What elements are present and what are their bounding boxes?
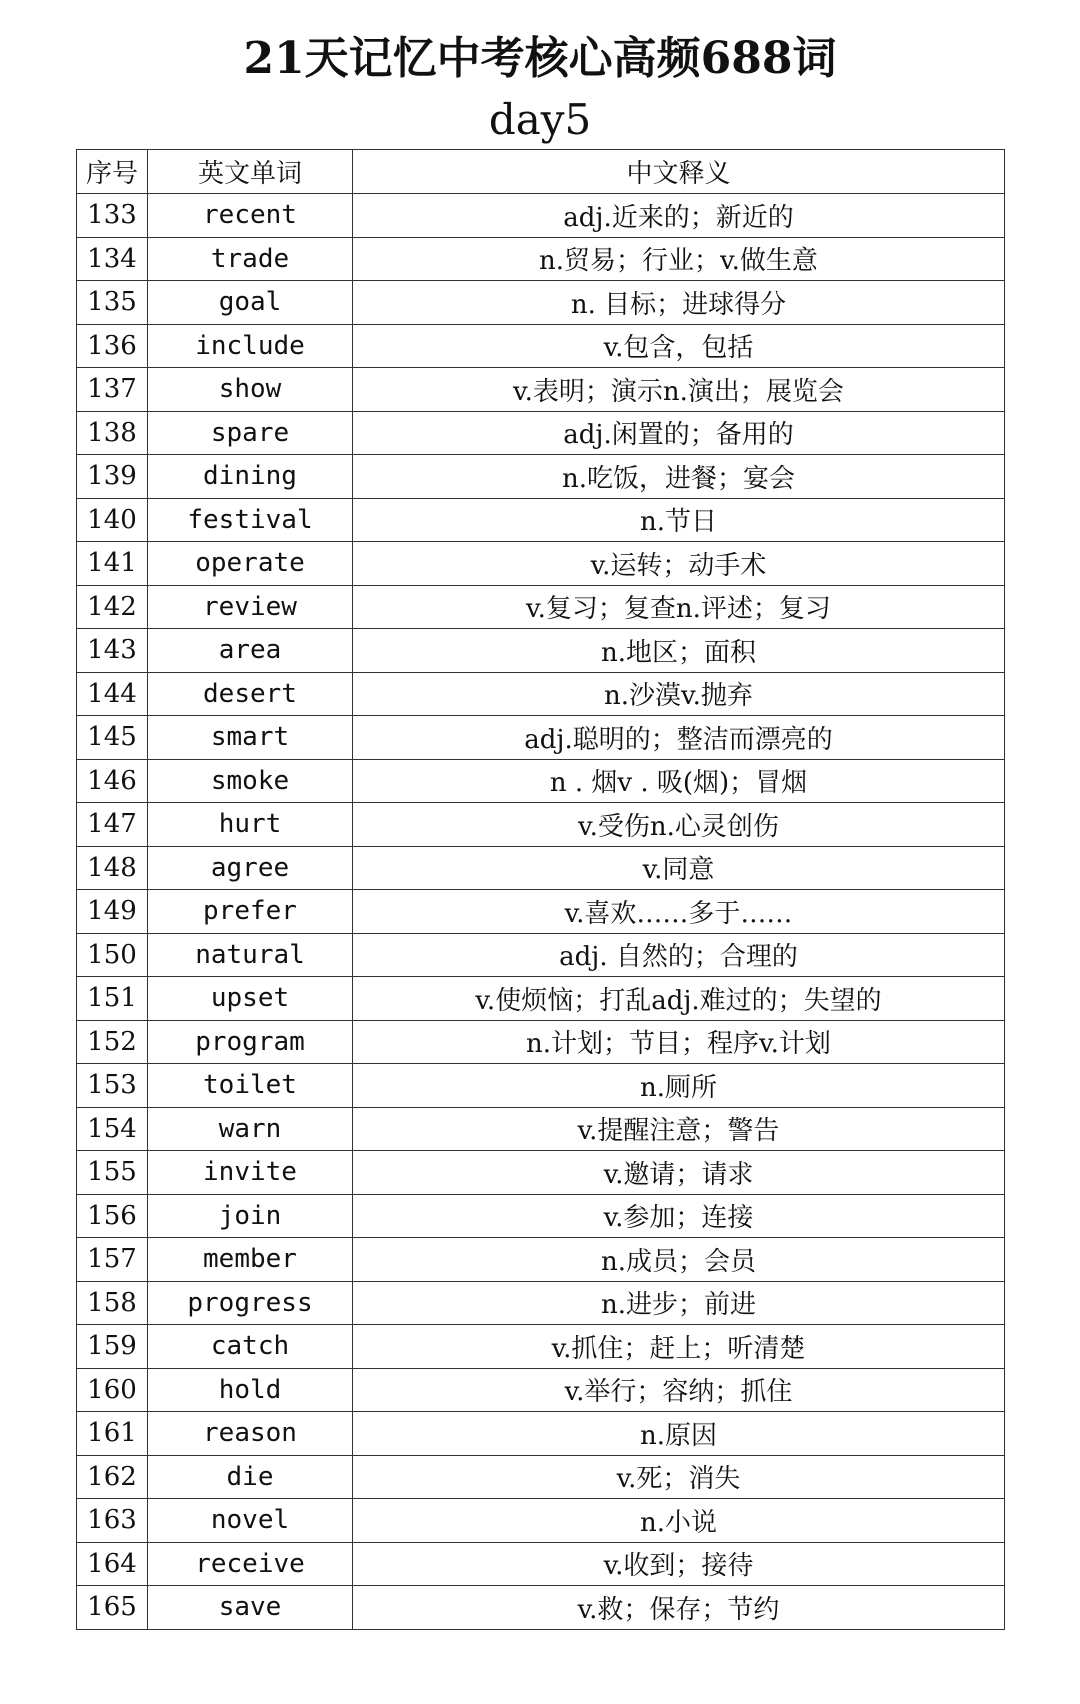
table-row — [77, 1325, 1005, 1369]
english-word: area — [148, 629, 353, 673]
table-row — [77, 803, 1005, 847]
chinese-definition: adj.近来的；新近的 — [353, 194, 1005, 238]
table-row — [77, 1455, 1005, 1499]
row-number: 133 — [77, 194, 148, 238]
table-row — [77, 1107, 1005, 1151]
english-word: smoke — [148, 759, 353, 803]
english-word: save — [148, 1586, 353, 1630]
table-row — [77, 1542, 1005, 1586]
row-number: 153 — [77, 1064, 148, 1108]
header-chinese-definition: 中文释义 — [353, 150, 1005, 194]
english-word: agree — [148, 846, 353, 890]
english-word: goal — [148, 281, 353, 325]
english-word: catch — [148, 1325, 353, 1369]
chinese-definition: n.小说 — [353, 1499, 1005, 1543]
chinese-definition: n.地区；面积 — [353, 629, 1005, 673]
row-number: 142 — [77, 585, 148, 629]
table-header-row — [77, 150, 1005, 194]
row-number: 161 — [77, 1412, 148, 1456]
english-word: desert — [148, 672, 353, 716]
row-number: 154 — [77, 1107, 148, 1151]
table-row — [77, 846, 1005, 890]
row-number: 165 — [77, 1586, 148, 1630]
english-word: join — [148, 1194, 353, 1238]
row-number: 140 — [77, 498, 148, 542]
chinese-definition: n. 目标；进球得分 — [353, 281, 1005, 325]
chinese-definition: n.节日 — [353, 498, 1005, 542]
table-row — [77, 1194, 1005, 1238]
row-number: 141 — [77, 542, 148, 586]
table-body — [77, 194, 1005, 1630]
row-number: 156 — [77, 1194, 148, 1238]
table-row — [77, 672, 1005, 716]
table-row — [77, 237, 1005, 281]
chinese-definition: adj. 自然的；合理的 — [353, 933, 1005, 977]
table-row — [77, 1368, 1005, 1412]
chinese-definition: n.成员；会员 — [353, 1238, 1005, 1282]
table-row — [77, 455, 1005, 499]
row-number: 144 — [77, 672, 148, 716]
english-word: program — [148, 1020, 353, 1064]
english-word: spare — [148, 411, 353, 455]
page-subtitle: day5 — [488, 95, 592, 144]
page-title: 21天记忆中考核心高频688词 — [243, 33, 837, 84]
english-word: upset — [148, 977, 353, 1021]
table-row — [77, 1064, 1005, 1108]
row-number: 149 — [77, 890, 148, 934]
table-row — [77, 498, 1005, 542]
chinese-definition: v.死；消失 — [353, 1455, 1005, 1499]
row-number: 159 — [77, 1325, 148, 1369]
row-number: 158 — [77, 1281, 148, 1325]
row-number: 160 — [77, 1368, 148, 1412]
chinese-definition: n.进步；前进 — [353, 1281, 1005, 1325]
chinese-definition: v.表明；演示n.演出；展览会 — [353, 368, 1005, 412]
chinese-definition: v.运转；动手术 — [353, 542, 1005, 586]
row-number: 152 — [77, 1020, 148, 1064]
table-row — [77, 1281, 1005, 1325]
table-row — [77, 977, 1005, 1021]
row-number: 148 — [77, 846, 148, 890]
row-number: 134 — [77, 237, 148, 281]
english-word: member — [148, 1238, 353, 1282]
table-row — [77, 585, 1005, 629]
row-number: 145 — [77, 716, 148, 760]
table-row — [77, 324, 1005, 368]
row-number: 135 — [77, 281, 148, 325]
chinese-definition: v.举行；容纳；抓住 — [353, 1368, 1005, 1412]
row-number: 164 — [77, 1542, 148, 1586]
english-word: hold — [148, 1368, 353, 1412]
table-row — [77, 1412, 1005, 1456]
row-number: 137 — [77, 368, 148, 412]
row-number: 143 — [77, 629, 148, 673]
chinese-definition: n.贸易；行业；v.做生意 — [353, 237, 1005, 281]
table-row — [77, 411, 1005, 455]
english-word: toilet — [148, 1064, 353, 1108]
chinese-definition: v.包含，包括 — [353, 324, 1005, 368]
english-word: die — [148, 1455, 353, 1499]
table-row — [77, 890, 1005, 934]
english-word: warn — [148, 1107, 353, 1151]
row-number: 157 — [77, 1238, 148, 1282]
chinese-definition: n . 烟v . 吸(烟)；冒烟 — [353, 759, 1005, 803]
chinese-definition: n.厕所 — [353, 1064, 1005, 1108]
chinese-definition: v.救；保存；节约 — [353, 1586, 1005, 1630]
chinese-definition: v.抓住；赶上；听清楚 — [353, 1325, 1005, 1369]
row-number: 139 — [77, 455, 148, 499]
header-english-word: 英文单词 — [148, 150, 353, 194]
chinese-definition: v.收到；接待 — [353, 1542, 1005, 1586]
table-row — [77, 1151, 1005, 1195]
chinese-definition: v.提醒注意；警告 — [353, 1107, 1005, 1151]
chinese-definition: n.吃饭，进餐；宴会 — [353, 455, 1005, 499]
table-row — [77, 716, 1005, 760]
english-word: recent — [148, 194, 353, 238]
table-row — [77, 933, 1005, 977]
chinese-definition: n.原因 — [353, 1412, 1005, 1456]
english-word: hurt — [148, 803, 353, 847]
table-row — [77, 194, 1005, 238]
row-number: 163 — [77, 1499, 148, 1543]
english-word: festival — [148, 498, 353, 542]
english-word: smart — [148, 716, 353, 760]
table-row — [77, 629, 1005, 673]
row-number: 155 — [77, 1151, 148, 1195]
table-row — [77, 368, 1005, 412]
english-word: operate — [148, 542, 353, 586]
chinese-definition: adj.闲置的；备用的 — [353, 411, 1005, 455]
english-word: invite — [148, 1151, 353, 1195]
table-row — [77, 1020, 1005, 1064]
row-number: 138 — [77, 411, 148, 455]
table-row — [77, 759, 1005, 803]
chinese-definition: v.复习；复查n.评述；复习 — [353, 585, 1005, 629]
table-row — [77, 281, 1005, 325]
vocabulary-table — [76, 149, 1005, 1630]
row-number: 146 — [77, 759, 148, 803]
chinese-definition: v.参加；连接 — [353, 1194, 1005, 1238]
english-word: receive — [148, 1542, 353, 1586]
table-row — [77, 542, 1005, 586]
chinese-definition: n.计划；节目；程序v.计划 — [353, 1020, 1005, 1064]
header-number: 序号 — [77, 150, 148, 194]
row-number: 150 — [77, 933, 148, 977]
chinese-definition: v.喜欢……多于…… — [353, 890, 1005, 934]
table-row — [77, 1586, 1005, 1630]
english-word: natural — [148, 933, 353, 977]
row-number: 151 — [77, 977, 148, 1021]
english-word: include — [148, 324, 353, 368]
chinese-definition: v.使烦恼；打乱adj.难过的；失望的 — [353, 977, 1005, 1021]
english-word: trade — [148, 237, 353, 281]
chinese-definition: v.同意 — [353, 846, 1005, 890]
english-word: reason — [148, 1412, 353, 1456]
english-word: show — [148, 368, 353, 412]
english-word: novel — [148, 1499, 353, 1543]
row-number: 136 — [77, 324, 148, 368]
english-word: progress — [148, 1281, 353, 1325]
english-word: review — [148, 585, 353, 629]
table-row — [77, 1238, 1005, 1282]
chinese-definition: adj.聪明的；整洁而漂亮的 — [353, 716, 1005, 760]
chinese-definition: v.邀请；请求 — [353, 1151, 1005, 1195]
chinese-definition: v.受伤n.心灵创伤 — [353, 803, 1005, 847]
english-word: prefer — [148, 890, 353, 934]
table-row — [77, 1499, 1005, 1543]
english-word: dining — [148, 455, 353, 499]
chinese-definition: n.沙漠v.抛弃 — [353, 672, 1005, 716]
row-number: 162 — [77, 1455, 148, 1499]
row-number: 147 — [77, 803, 148, 847]
